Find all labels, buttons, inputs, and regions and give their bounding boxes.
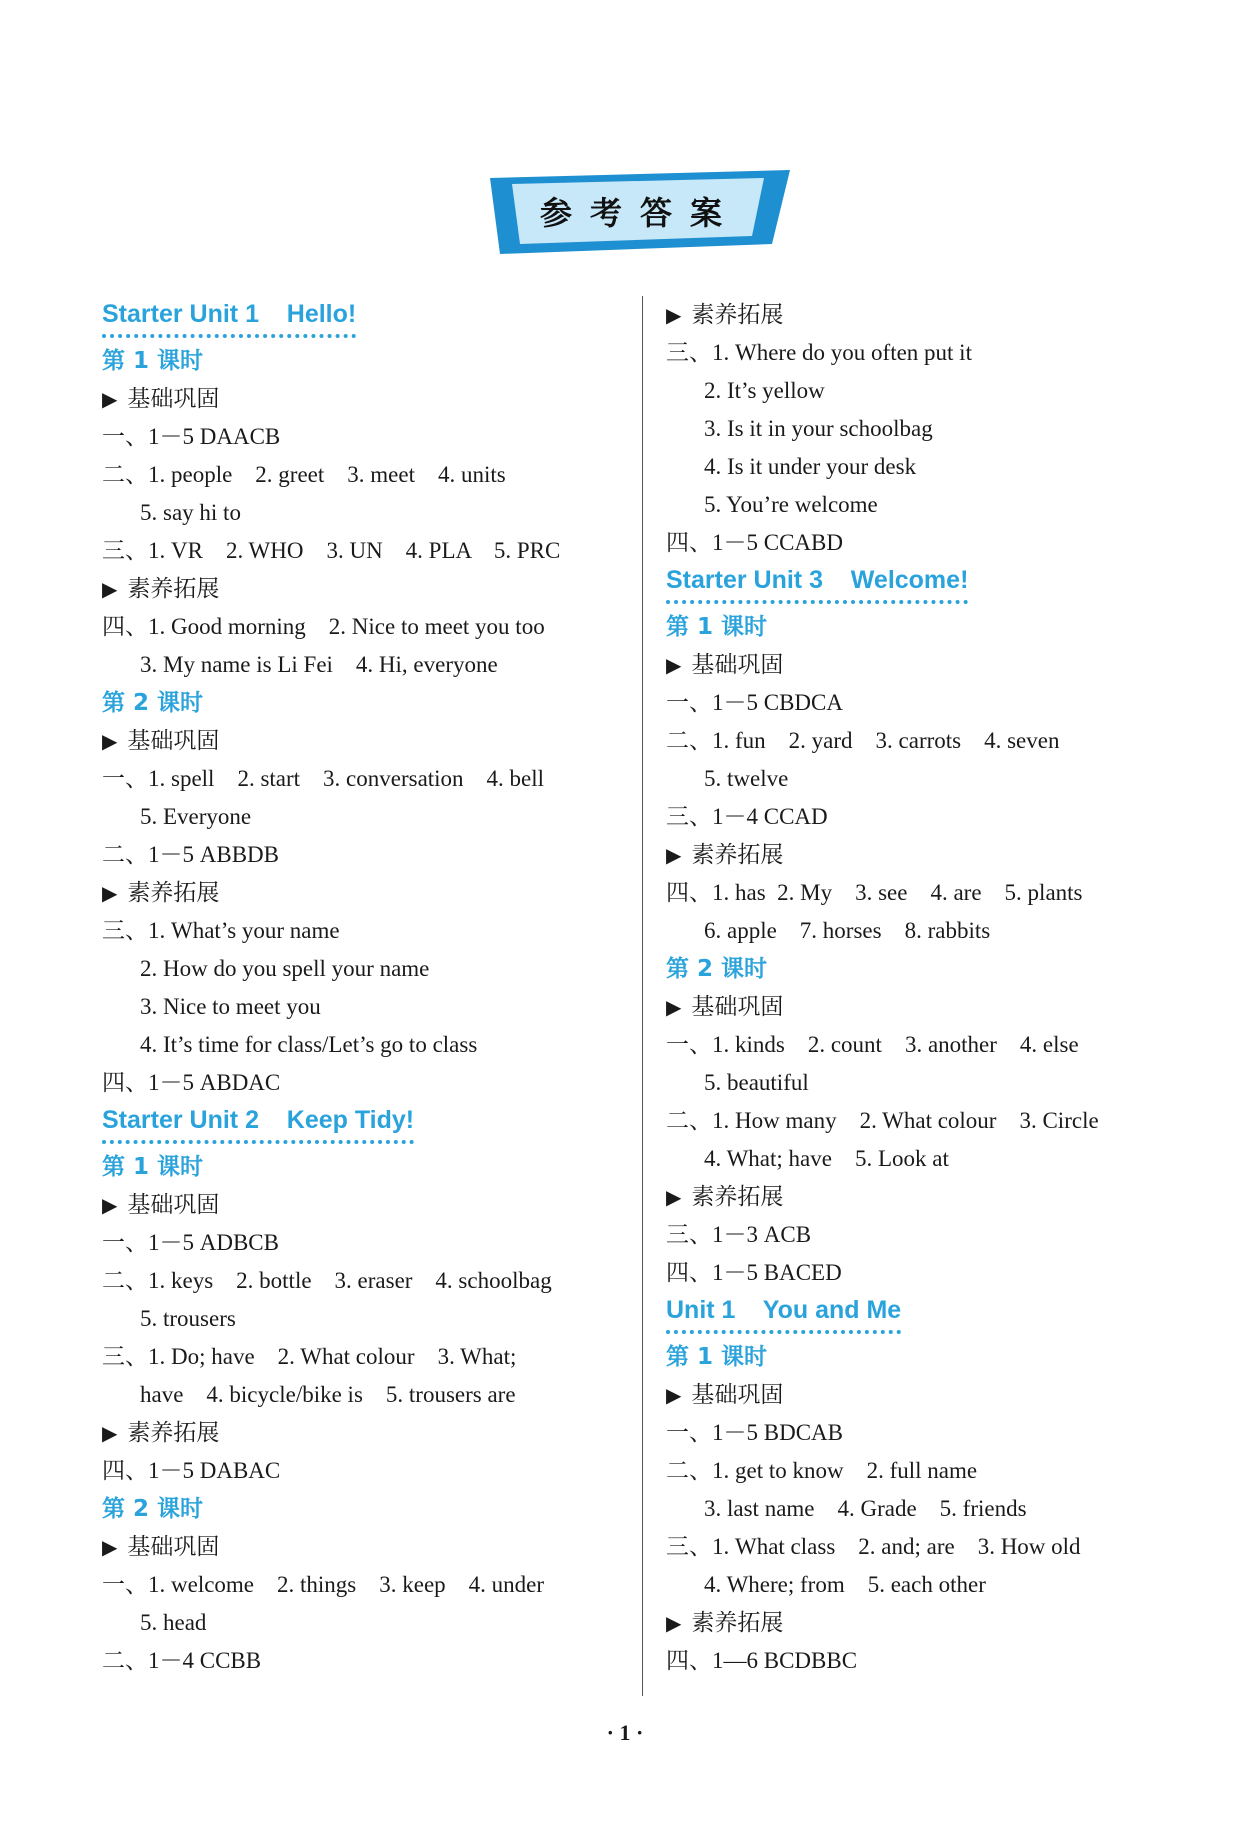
section-heading-text: 基础巩固 (127, 1192, 220, 1218)
lesson-heading: 第 2 课时 (102, 690, 204, 716)
answer-line: 二、1. people 2. greet 3. meet 4. units (102, 462, 506, 487)
right-column (666, 296, 1166, 1680)
answer-line: 5. beautiful (704, 1070, 809, 1095)
section-heading-text: 素养拓展 (127, 1420, 220, 1446)
section-heading-text: 基础巩固 (127, 728, 220, 754)
answer-line: 三、1－3 ACB (666, 1222, 812, 1247)
triangle-right-icon: ▶ (102, 881, 118, 905)
section-heading (102, 1414, 642, 1452)
column-divider (642, 296, 643, 1696)
section-heading (666, 1376, 1166, 1414)
answer-line: 3. Nice to meet you (140, 994, 321, 1019)
unit-heading (102, 296, 642, 342)
answer-line: 四、1. has 2. My 3. see 4. are 5. plants (666, 880, 1083, 905)
section-heading-text: 素养拓展 (691, 302, 784, 328)
answer-line: 四、1－5 BACED (666, 1260, 842, 1285)
answer-line: 5. say hi to (140, 500, 241, 525)
triangle-right-icon: ▶ (102, 577, 118, 601)
title-banner (490, 170, 790, 254)
lesson-heading: 第 2 课时 (102, 1496, 204, 1522)
answer-line: 一、1－5 BDCAB (666, 1420, 843, 1445)
lesson-heading: 第 1 课时 (666, 1344, 768, 1370)
answer-line: 二、1. fun 2. yard 3. carrots 4. seven (666, 728, 1060, 753)
answer-line: 一、1. kinds 2. count 3. another 4. else (666, 1032, 1079, 1057)
answer-line: 4. Is it under your desk (704, 454, 917, 479)
answer-line: 4. What; have 5. Look at (704, 1146, 949, 1171)
section-heading (102, 722, 642, 760)
left-column (102, 296, 642, 1680)
unit-heading (102, 1102, 642, 1148)
section-heading (102, 380, 642, 418)
triangle-right-icon: ▶ (666, 1611, 682, 1635)
answer-line: 3. My name is Li Fei 4. Hi, everyone (140, 652, 498, 677)
lesson-heading: 第 1 课时 (666, 614, 768, 640)
answer-line: 三、1. What’s your name (102, 918, 340, 943)
section-heading-text: 素养拓展 (127, 880, 220, 906)
answer-line: have 4. bicycle/bike is 5. trousers are (140, 1382, 516, 1407)
answer-line: 一、1. spell 2. start 3. conversation 4. bell (102, 766, 545, 791)
answer-line: 二、1－4 CCBB (102, 1648, 262, 1673)
section-heading-text: 基础巩固 (127, 386, 220, 412)
triangle-right-icon: ▶ (666, 1185, 682, 1209)
lesson-heading: 第 1 课时 (102, 1154, 204, 1180)
section-heading-text: 基础巩固 (691, 1382, 784, 1408)
triangle-right-icon: ▶ (102, 1535, 118, 1559)
triangle-right-icon: ▶ (666, 843, 682, 867)
answer-line: 三、1－4 CCAD (666, 804, 828, 829)
lesson-heading: 第 2 课时 (666, 956, 768, 982)
triangle-right-icon: ▶ (102, 1193, 118, 1217)
answer-line: 四、1. Good morning 2. Nice to meet you too (102, 614, 545, 639)
unit-heading-text: Starter Unit 3 Welcome! (666, 562, 968, 604)
answer-line: 三、1. Do; have 2. What colour 3. What; (102, 1344, 517, 1369)
answer-line: 三、1. VR 2. WHO 3. UN 4. PLA 5. PRC (102, 538, 561, 563)
unit-heading-text: Starter Unit 2 Keep Tidy! (102, 1102, 414, 1144)
triangle-right-icon: ▶ (102, 729, 118, 753)
section-heading-text: 基础巩固 (127, 1534, 220, 1560)
answer-line: 二、1－5 ABBDB (102, 842, 279, 867)
unit-heading-text: Unit 1 You and Me (666, 1292, 901, 1334)
answer-line: 四、1—6 BCDBBC (666, 1648, 858, 1673)
answer-line: 一、1. welcome 2. things 3. keep 4. under (102, 1572, 545, 1597)
section-heading (102, 874, 642, 912)
answer-line: 二、1. get to know 2. full name (666, 1458, 978, 1483)
section-heading-text: 基础巩固 (691, 652, 784, 678)
answer-line: 5. Everyone (140, 804, 252, 829)
unit-heading (666, 562, 1166, 608)
section-heading (666, 646, 1166, 684)
answer-line: 5. You’re welcome (704, 492, 878, 517)
answer-line: 二、1. How many 2. What colour 3. Circle (666, 1108, 1099, 1133)
section-heading-text: 素养拓展 (691, 842, 784, 868)
answer-line: 2. It’s yellow (704, 378, 825, 403)
triangle-right-icon: ▶ (666, 995, 682, 1019)
answer-line: 二、1. keys 2. bottle 3. eraser 4. schoolbag (102, 1268, 552, 1293)
answer-line: 一、1－5 ADBCB (102, 1230, 279, 1255)
unit-heading-text: Starter Unit 1 Hello! (102, 296, 356, 338)
answer-line: 3. last name 4. Grade 5. friends (704, 1496, 1027, 1521)
answer-line: 四、1－5 CCABD (666, 530, 843, 555)
section-heading-text: 素养拓展 (691, 1184, 784, 1210)
section-heading-text: 素养拓展 (691, 1610, 784, 1636)
answer-line: 3. Is it in your schoolbag (704, 416, 933, 441)
answer-line: 四、1－5 DABAC (102, 1458, 281, 1483)
answer-line: 四、1－5 ABDAC (102, 1070, 281, 1095)
unit-heading (666, 1292, 1166, 1338)
triangle-right-icon: ▶ (666, 653, 682, 677)
section-heading (666, 836, 1166, 874)
section-heading (102, 1528, 642, 1566)
page-title: 参考答案 (539, 194, 740, 232)
page-number: · 1 · (606, 1720, 644, 1745)
section-heading (666, 1604, 1166, 1642)
lesson-heading: 第 1 课时 (102, 348, 204, 374)
section-heading (102, 570, 642, 608)
section-heading (666, 1178, 1166, 1216)
section-heading-text: 素养拓展 (127, 576, 220, 602)
answer-line: 5. trousers (140, 1306, 236, 1331)
section-heading-text: 基础巩固 (691, 994, 784, 1020)
answer-line: 5. head (140, 1610, 207, 1635)
answer-line: 4. It’s time for class/Let’s go to class (140, 1032, 478, 1057)
triangle-right-icon: ▶ (666, 303, 682, 327)
section-heading (666, 296, 1166, 334)
answer-line: 4. Where; from 5. each other (704, 1572, 986, 1597)
answer-line: 一、1－5 DAACB (102, 424, 281, 449)
answer-line: 三、1. What class 2. and; are 3. How old (666, 1534, 1081, 1559)
answer-line: 6. apple 7. horses 8. rabbits (704, 918, 991, 943)
answer-line: 三、1. Where do you often put it (666, 340, 972, 365)
answer-line: 5. twelve (704, 766, 789, 791)
triangle-right-icon: ▶ (102, 387, 118, 411)
answer-line: 一、1－5 CBDCA (666, 690, 843, 715)
triangle-right-icon: ▶ (102, 1421, 118, 1445)
section-heading (666, 988, 1166, 1026)
section-heading (102, 1186, 642, 1224)
answer-line: 2. How do you spell your name (140, 956, 430, 981)
triangle-right-icon: ▶ (666, 1383, 682, 1407)
